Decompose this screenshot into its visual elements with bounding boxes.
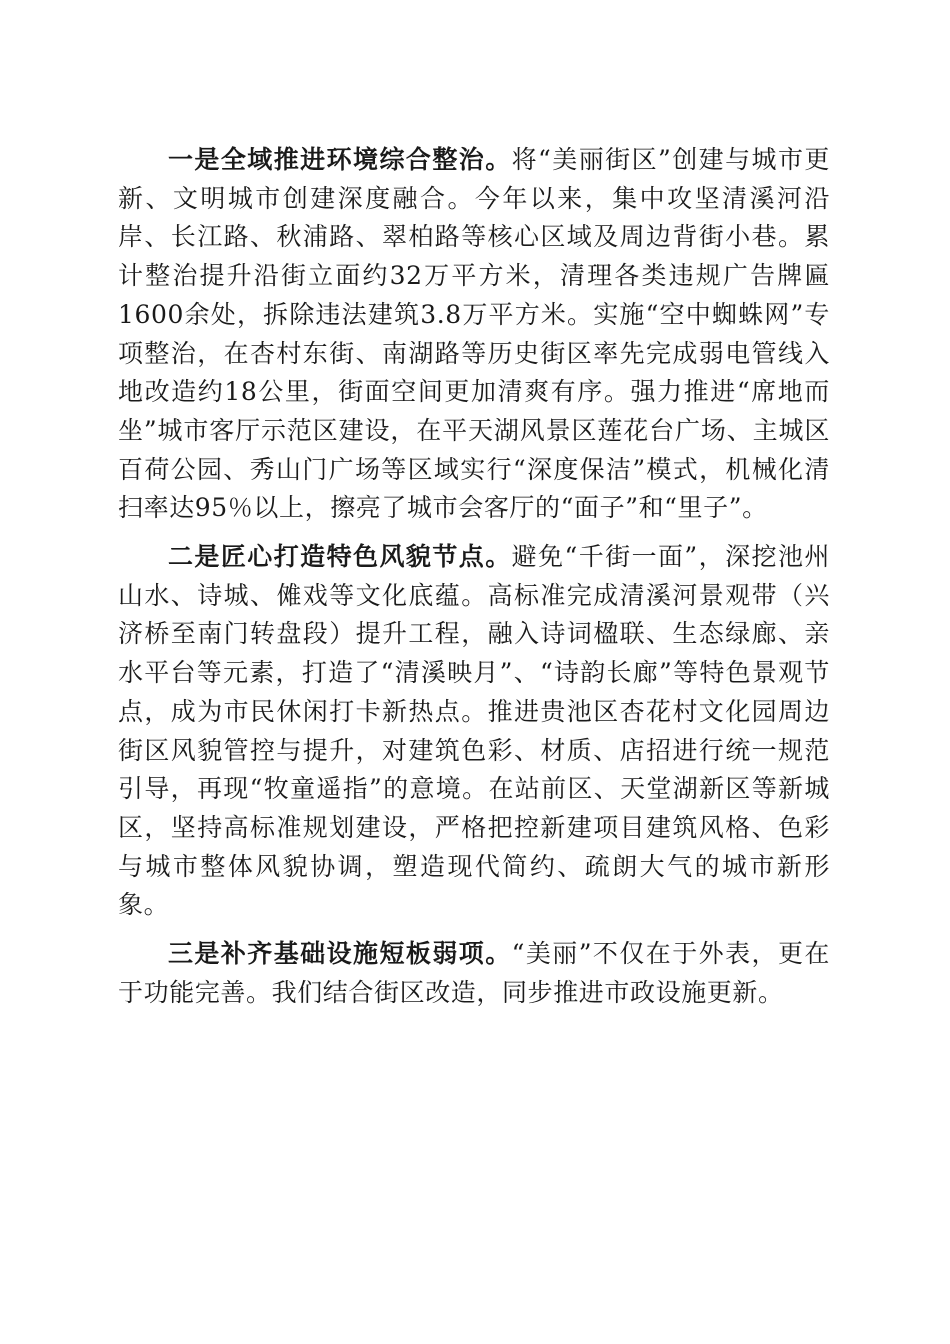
- paragraph-heading: 三是补齐基础设施短板弱项。: [168, 939, 512, 969]
- paragraph-feature-nodes: [118, 538, 830, 925]
- paragraph-text: 避免“千街一面”，深挖池州山水、诗城、傩戏等文化底蕴。高标准完成清溪河景观带（兴济桥至南门转盘段）提升工程，融入诗词楹联、生态绿廊、亲水平台等元素，打造了“清溪映月”、“诗韵长廊”等特色景观节点，成为市民休闲打卡新热点。推进贵池区杏花村文化园周边街区风貌管控与提升，对建筑色彩、材质、店招进行统一规范引导，再现“牧童遥指”的意境。在站前区、天堂湖新区等新城区，坚持高标准规划建设，严格把控新建项目建筑风格、色彩与城市整体风貌协调，塑造现代简约、疏朗大气的城市新形象。: [118, 542, 830, 920]
- paragraph-heading: 一是全域推进环境综合整治。: [168, 145, 512, 174]
- paragraph-environment-rectification: [118, 141, 830, 528]
- document-body: [118, 141, 830, 1022]
- paragraph-text: “美丽”不仅在于外表，更在于功能完善。我们结合街区改造，同步推进市政设施更新。: [118, 939, 830, 1007]
- paragraph-text: 将“美丽街区”创建与城市更新、文明城市创建深度融合。今年以来，集中攻坚清溪河沿岸、长江路、秋浦路、翠柏路等核心区域及周边背街小巷。累计整治提升沿街立面约32万平方米，清理各类违规广告牌匾1600余处，拆除违法建筑3.8万平方米。实施“空中蜘蛛网”专项整治，在杏村东街、南湖路等历史街区率先完成弱电管线入地改造约18公里，街面空间更加清爽有序。强力推进“席地而坐”城市客厅示范区建设，在平天湖风景区莲花台广场、主城区百荷公园、秀山门广场等区域实行“深度保洁”模式，机械化清扫率达95％以上，擦亮了城市会客厅的“面子”和“里子”。: [118, 145, 830, 523]
- paragraph-heading: 二是匠心打造特色风貌节点。: [168, 542, 512, 572]
- paragraph-infrastructure: [118, 935, 830, 1012]
